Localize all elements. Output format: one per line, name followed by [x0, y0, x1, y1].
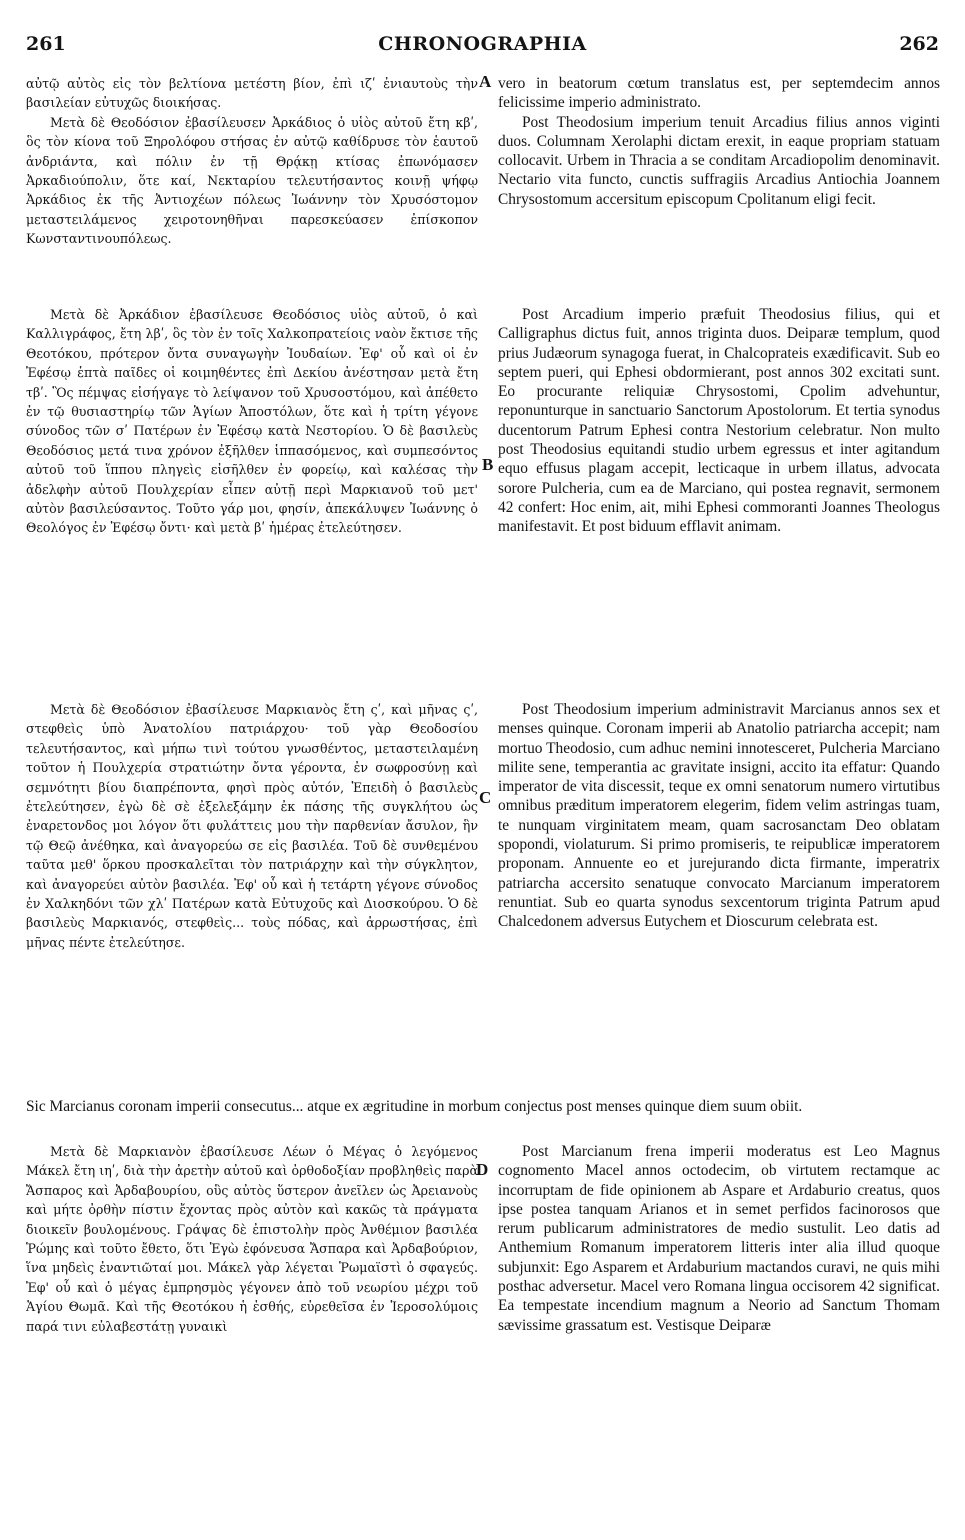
latin-column — [498, 1142, 940, 1335]
greek-column — [26, 700, 478, 952]
greek-paragraph: αὐτῷ αὐτὸς εἰς τὸν βελτίονα μετέστη βίον, ἐπὶ ιζʹ ἐνιαυτοὺς τὴν βασιλείαν εὐτυχῶς διοικήσας. — [26, 76, 478, 111]
page-number-right: 262 — [899, 33, 939, 55]
latin-paragraph: Post Marcianum frena imperii moderatus est Leo Magnus cognomento Macel annos octodecim, ob virtutem rectamque ac incorruptam de fide opinionem ab Aspare et Ardaburio creatus, quos ipse postea tanquam Arianos et in semet perfidos facinorosos que rerum publicarum administratores de medio sustulit. Leo datis ad Anthemium Romanum imperatorem litteris inter alia illud quoque subjunxit: Ego Asparem et Ardaburium mactandos curavi, ne quis mihi posthac adversetur. Macel vero Romana lingua occisorem 42 significat. Ea tempestate incendium magnum a Neorio ad Sanctum Thomam sævissime grassatum est. Vestisque Deiparæ — [498, 1143, 940, 1334]
latin-paragraph: Post Theodosium imperium administravit Marcianus annos sex et menses quinque. Coronam imperii ab Anatolio patriarcha accepit; nam mortuo Theodosio, cum adhuc nemini innotesceret, Pulcheria Marciano milite sene, temperantia ac gravitate insigni, accito ita effatur: Quando imperator de vita discessit, teque ex omni senatorum numero virtutibus omnibus præditum imperatorem elegerim, fidem velim astringas tuam, te nunquam virginitatem meam, quam sacrosanctam Deo oblatam spopondi, violaturum. Si primo promiseris, te reipublicæ imperatorem proponam. Annuente eo et jurejurando dicta firmante, imperatrix patriarcha accersito senatuque convocato Marcianum imperatorem renuntiat. Sub eo quarta synodus sexcentorum triginta Patrum apud Chalcedonem adversus Eutychem et Dioscurum celebrata est. — [498, 701, 940, 931]
margin-letter: D — [476, 1160, 489, 1179]
greek-paragraph: Μετὰ δὲ Θεοδόσιον ἐβασίλευσε Μαρκιανὸς ἔτη ςʹ, καὶ μῆνας ςʹ, στεφθεὶς ὑπὸ Ἀνατολίου πατριάρχου· τοῦ γὰρ Θεοδοσίου τελευτήσαντος, καὶ μήπω τινὶ τούτου γνωσθέντος, μεταστειλαμένη τοῦτον ἡ Πουλχερία στρατιώτην ὄντα γέροντα, ἐν σωφροσύνῃ καὶ σεμνότητι βίου διαπρέποντα, φησὶ πρὸς αὐτόν, Ἐπειδὴ ὁ βασιλεὺς ἐτελεύτησεν, ἐγὼ δὲ σὲ ἐξελεξάμην ἐκ πάσης τῆς συγκλήτου ὡς ἐναρετονδος μοι λόγον ὅτι φυλάττεις μου τὴν παρθενίαν ἄσυλον, ἣν τῷ Θεῷ ἀνέθηκα, καὶ ἀναγορεύω σε εἰς βασιλέα. Τοῦ δὲ συνθεμένου ταῦτα μεθ' ὅρκου προσκαλεῖται τὸν πατριάρχην καὶ τὴν σύγκλητον, καὶ ἀναγορεύει αὐτὸν βασιλέα. Ἐφ' οὗ καὶ ἡ τετάρτη γέγονε σύνοδος ἐν Χαλκηδόνι τῶν χλʹ Πατέρων κατὰ Εὐτυχοῦς καὶ Διοσκούρου. Ὁ δὲ βασιλεὺς Μαρκιανός, στεφθεὶς... τοὺς πόδας, καὶ ἀρρωστήσας, ἐπὶ μῆνας πέντε ἐτελεύτησε. — [26, 702, 478, 950]
section-b — [0, 305, 965, 690]
latin-paragraph: Post Theodosium imperium tenuit Arcadius filius annos viginti duos. Columnam Xerolaphi dictam erexit, in eaque propriam statuam collocavit. Urbem in Thracia a se conditam Arcadiopolim denominavit. Nectario vita functo, cunctis suffragiis Arcadius Antiochia Joannem Chrysostomum accersitum episcopum Cpolitanum eligi fecit. — [498, 113, 940, 208]
latin-paragraph: Post Arcadium imperio præfuit Theodosius filius, qui et Calligraphus dictus fuit, annos triginta duos. Deiparæ templum, quod prius Judæorum synagoga fuerat, in Chalcoprateis exædificavit. Sub eo septem pueri, qui Ephesi obdormierant, post annos 302 excitati sunt. Eo procurante reliquiæ Chrysostomi, Cpolim advehuntur, reponunturque in sanctuario Sanctorum Apostolorum. Et tertia synodus ducentorum Patrum Ephesi contra Nestorium celebratur. Non multo post Theodosius equitandi studio urbem egressus et inter agitandum equo effusus plagam accepit, lecticaque in urbem illatus, advocata sorore Pulcheria, cum ea de Marciano, qui postea regnavit, sermonem 42 confert: Hoc enim, ait, mihi Ephesi commoranti Joannes Theologus manifestavit. Et post biduum efflavit animam. — [498, 306, 940, 536]
section-d — [0, 1142, 965, 1472]
running-header — [26, 33, 939, 59]
greek-paragraph: Μετὰ δὲ Θεοδόσιον ἐβασίλευσεν Ἀρκάδιος ὁ υἱὸς αὐτοῦ ἔτη κβʹ, ὃς τὸν κίονα τοῦ Ξηρολόφου στήσας ἐν αὐτῷ καθίδρυσε τὸν ἑαυτοῦ ἀνδριάντα, καὶ πόλιν ἐν τῇ Θρᾴκῃ κτίσας ἐπωνόμασεν Ἀρκαδιούπολιν, ὅτε καί, Νεκταρίου τελευτήσαντος κοινῇ ψήφῳ Ἀρκάδιος ἐκ τῆς Ἀντιοχέων πόλεως Ἰωάννην τὸν Χρυσόστομον μεταστειλάμενος χειροτονηθῆναι παρεσκεύασεν ἐπίσκοπον Κωνσταντινουπόλεως. — [26, 114, 478, 247]
margin-letter: A — [479, 72, 492, 91]
latin-column — [498, 700, 940, 932]
greek-column — [26, 305, 478, 538]
greek-column — [26, 1142, 478, 1336]
section-a — [0, 74, 965, 286]
greek-paragraph: Μετὰ δὲ Μαρκιανὸν ἐβασίλευσε Λέων ὁ Μέγας ὁ λεγόμενος Μάκελ ἔτη ιηʹ, διὰ τὴν ἀρετὴν αὐτοῦ καὶ ὀρθοδοξίαν προβληθεὶς παρὰ Ἄσπαρος καὶ Ἀρδαβουρίου, οὓς αὐτὸς ὕστερον ἀνεῖλεν ὡς Ἀρειανοὺς καὶ μήτε ὀρθὴν πίστιν ἔχοντας πρὸς αὐτὸν καὶ κακῶς τὰ πράγματα διοικεῖν βουλομένους. Γράψας δὲ ἐπιστολὴν πρὸς Ἀνθέμιον βασιλέα Ῥώμης καὶ τοῦτο ἔθετο, ὅτι Ἐγὼ ἐφόνευσα Ἄσπαρα καὶ Ἀρδαβούριον, ἵνα μηδεὶς ἐναντιῶταί μοι. Μάκελ γὰρ λέγεται Ῥωμαϊστὶ ὁ σφαγεύς. Ἐφ' οὗ καὶ ὁ μέγας ἐμπρησμὸς γέγονεν ἀπὸ τοῦ νεωρίου μέχρι τοῦ Ἁγίου Θωμᾶ. Καὶ τῆς Θεοτόκου ἡ ἐσθής, εὑρεθεῖσα ἐν Ἱεροσολύμοις παρά τινι εὐλαβεστάτῃ γυναικὶ — [26, 1144, 478, 1334]
margin-letter: C — [479, 788, 492, 807]
running-title: CHRONOGRAPHIA — [378, 33, 587, 55]
page-number-left: 261 — [26, 33, 66, 55]
full-width-latin-line: Sic Marcianus coronam imperii consecutus... atque ex ægritudine in morbum conjectus post menses quinque diem suum obiit. — [26, 1098, 803, 1115]
latin-column — [498, 74, 940, 209]
margin-letter: B — [482, 455, 494, 474]
latin-column — [498, 305, 940, 537]
section-c — [0, 700, 965, 1095]
greek-column — [26, 74, 478, 249]
latin-paragraph: vero in beatorum cœtum translatus est, per septemdecim annos felicissime imperio administrato. — [498, 75, 940, 112]
greek-paragraph: Μετὰ δὲ Ἀρκάδιον ἐβασίλευσε Θεοδόσιος υἱὸς αὐτοῦ, ὁ καὶ Καλλιγράφος, ἔτη λβʹ, ὃς τὸν ἐν τοῖς Χαλκοπρατείοις ναὸν ἔκτισε τῆς Θεοτόκου, πρότερον ὄντα συναγωγὴν Ἰουδαίων. Ἐφ' οὗ καὶ οἱ ἐν Ἐφέσῳ ἑπτὰ παῖδες οἱ κοιμηθέντες ἐπὶ Δεκίου ἀνέστησαν μετὰ ἔτη τβʹ. Ὃς πέμψας εἰσήγαγε τὸ λείψανον τοῦ Χρυσοστόμου, καὶ ἀπέθετο ἐν τῷ θυσιαστηρίῳ τῶν Ἁγίων Ἀποστόλων, ὅτε καὶ ἡ τρίτη γέγονε σύνοδος τῶν σʹ Πατέρων ἐν Ἐφέσῳ κατὰ Νεστορίου. Ὁ δὲ βασιλεὺς Θεοδόσιος μετά τινα χρόνον ἐξῆλθεν ἱππασόμενος, καὶ συμπεσόντος αὐτοῦ τοῦ ἵππου πληγεὶς εἰσῆλθεν ἐν φορείῳ, καὶ καλέσας τὴν ἀδελφὴν αὐτοῦ Πουλχερίαν εἶπεν αὐτῇ περὶ Μαρκιανοῦ τοῦ μετ' αὐτὸν βασιλεύσαντος. Τοῦτο γάρ μοι, φησίν, ἀπεκάλυψεν Ἰωάννης ὁ Θεολόγος ἐν Ἐφέσῳ ὄντι· καὶ μετὰ βʹ ἡμέρας ἐτελεύτησεν. — [26, 307, 478, 536]
